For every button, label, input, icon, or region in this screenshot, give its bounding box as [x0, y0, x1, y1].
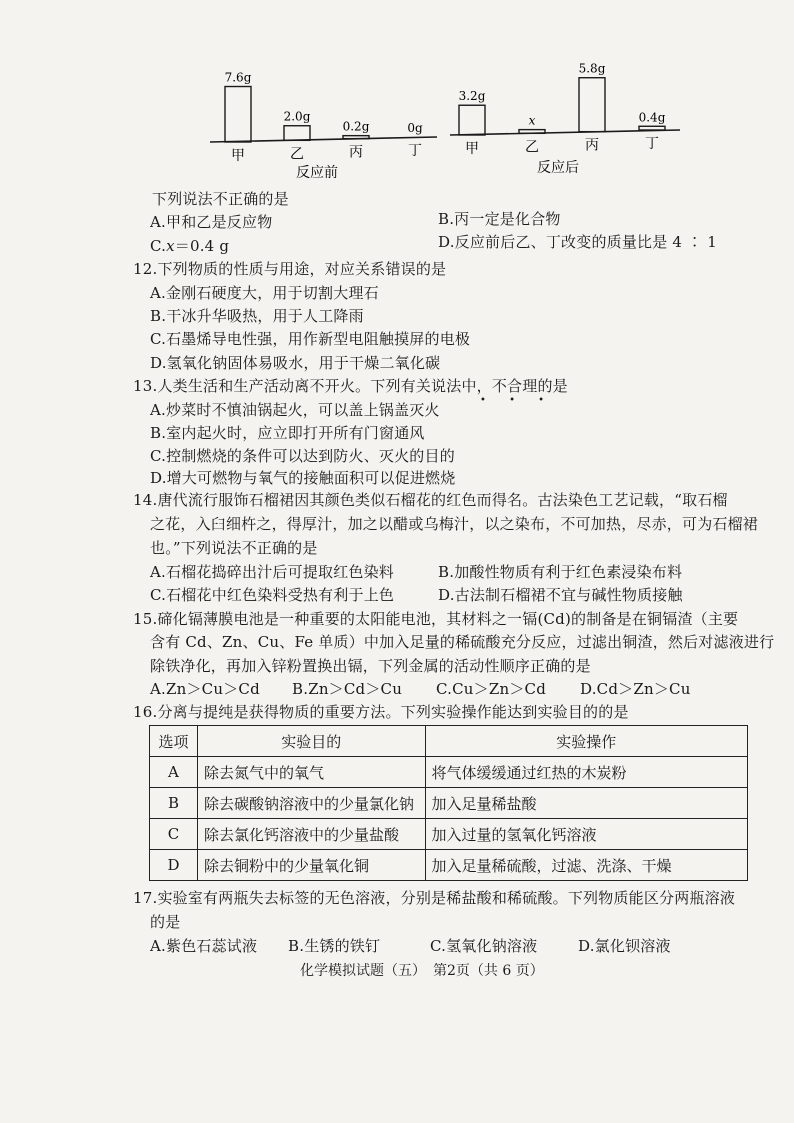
chart-after-value-label: 0.4g	[638, 110, 666, 125]
table-cell-operation: 加入足量稀硫酸，过滤、洗涤、干燥	[425, 850, 747, 881]
q17-line-1: 17.实验室有两瓶失去标签的无色溶液，分别是稀盐酸和稀硫酸。下列物质能区分两瓶溶液	[133, 889, 736, 907]
q11-option-a: A.甲和乙是反应物	[150, 213, 273, 231]
q11-stem: 下列说法不正确的是	[152, 190, 289, 208]
q15-line-3: 除铁净化，再加入锌粉置换出镉，下列金属的活动性顺序正确的是	[150, 657, 591, 675]
q14-option-b: B.加酸性物质有利于红色素浸染布料	[438, 563, 683, 581]
chart-after-category-label: 丙	[585, 137, 599, 154]
q11-option-b: B.丙一定是化合物	[438, 210, 561, 228]
chart-before-value-label: 0.2g	[342, 119, 370, 134]
q15-line-1: 15.碲化镉薄膜电池是一种重要的太阳能电池，其材料之一镉(Cd)的制备是在铜镉渣（主要	[133, 610, 739, 628]
chart-before-bar	[225, 87, 251, 142]
q17-option-a: A.紫色石蕊试液	[150, 937, 258, 955]
q13-option-c: C.控制燃烧的条件可以达到防火、灭火的目的	[150, 447, 455, 465]
q15-line-2: 含有 Cd、Zn、Cu、Fe 单质）中加入足量的稀硫酸充分反应，过滤出铜渣，然后对滤液进行	[150, 633, 775, 651]
table-cell-purpose: 除去氮气中的氧气	[197, 757, 425, 788]
chart-after-value-label: 5.8g	[578, 61, 606, 76]
q13-option-d: D.增大可燃物与氧气的接触面积可以促进燃烧	[150, 469, 456, 487]
chart-after-category-label: 丁	[645, 136, 659, 152]
table-row	[150, 788, 748, 819]
chart-after-value-label: x	[528, 113, 536, 128]
q14-option-d: D.古法制石榴裙不宜与碱性物质接触	[438, 586, 683, 604]
table-cell-purpose: 除去碳酸钠溶液中的少量氯化钠	[197, 788, 425, 819]
q13-option-a: A.炒菜时不慎油锅起火，可以盖上锅盖灭火	[150, 401, 440, 419]
chart-before-caption: 反应前	[296, 165, 338, 181]
table-cell-option: D	[150, 850, 198, 881]
q13-option-b: B.室内起火时，应立即打开所有门窗通风	[150, 424, 425, 442]
chart-before-category-label: 甲	[231, 148, 245, 164]
table-header-row	[150, 726, 748, 757]
page-footer: 化学模拟试题（五） 第2页（共 6 页）	[300, 963, 544, 979]
experiment-table	[149, 725, 748, 881]
table-row	[150, 850, 748, 881]
chart-after-bar	[579, 78, 605, 132]
table-cell-option: B	[150, 788, 198, 819]
table-cell-purpose: 除去铜粉中的少量氧化铜	[197, 850, 425, 881]
emphasis-dots: • • •	[480, 395, 555, 406]
chart-before-category-label: 丁	[408, 143, 422, 159]
q11-option-c: C.𝑥＝0.4 g	[150, 237, 230, 255]
q15-option-a: A.Zn＞Cu＞Cd	[150, 680, 260, 698]
q17-option-b: B.生锈的铁钉	[288, 937, 381, 955]
chart-after-caption: 反应后	[537, 160, 579, 176]
q15-option-b: B.Zn＞Cd＞Cu	[292, 680, 403, 698]
q12-option-d: D.氢氧化钠固体易吸水，用于干燥二氧化碳	[150, 354, 441, 372]
chart-after-category-label: 甲	[465, 141, 479, 157]
chart-before-baseline	[210, 137, 437, 142]
q17-option-d: D.氯化钡溶液	[578, 937, 671, 955]
chart-before-value-label: 7.6g	[224, 70, 252, 85]
q14-line-3: 也。”下列说法不正确的是	[150, 539, 318, 557]
q14-line-2: 之花，入臼细杵之，得厚汁，加之以醋或乌梅汁，以之染布，不可加热，尽赤，可为石榴裙	[150, 515, 759, 533]
chart-after-category-label: 乙	[525, 139, 539, 156]
chart-after-value-label: 3.2g	[458, 89, 486, 104]
chart-before-value-label: 0g	[407, 121, 423, 135]
q12-stem: 12.下列物质的性质与用途，对应关系错误的是	[133, 260, 447, 278]
table-cell-option: C	[150, 819, 198, 850]
q13-stem-text: 13.人类生活和生产活动离不开火。下列有关说法中，不合理的是	[133, 377, 568, 395]
table-row	[150, 819, 748, 850]
chart-before-bar	[284, 126, 310, 141]
chart-before-category-label: 乙	[290, 146, 304, 163]
q15-option-d: D.Cd＞Zn＞Cu	[580, 680, 691, 698]
table-header-option: 选项	[150, 726, 198, 757]
table-row	[150, 757, 748, 788]
chart-after	[448, 60, 688, 185]
chart-after-bar	[639, 126, 665, 130]
q14-option-a: A.石榴花捣碎出汁后可提取红色染料	[150, 563, 395, 581]
chart-after-bar	[459, 105, 485, 135]
table-header-operation: 实验操作	[425, 726, 747, 757]
table-cell-purpose: 除去氯化钙溶液中的少量盐酸	[197, 819, 425, 850]
table-cell-operation: 将气体缓缓通过红热的木炭粉	[425, 757, 747, 788]
q11-option-d: D.反应前后乙、丁改变的质量比是 4 ∶ 1	[438, 233, 718, 251]
table-cell-operation: 加入足量稀盐酸	[425, 788, 747, 819]
q14-line-1: 14.唐代流行服饰石榴裙因其颜色类似石榴花的红色而得名。古法染色工艺记载，“取石榴	[133, 491, 728, 509]
chart-before	[205, 60, 445, 185]
table-cell-operation: 加入过量的氢氧化钙溶液	[425, 819, 747, 850]
q16-stem: 16.分离与提纯是获得物质的重要方法。下列实验操作能达到实验目的的是	[133, 703, 629, 721]
q17-line-2: 的是	[150, 913, 181, 931]
q12-option-a: A.金刚石硬度大，用于切割大理石	[150, 284, 379, 302]
q14-option-c: C.石榴花中红色染料受热有利于上色	[150, 586, 395, 604]
q13-stem	[133, 376, 568, 396]
q12-option-c: C.石墨烯导电性强，用作新型电阻触摸屏的电极	[150, 330, 471, 348]
table-header-purpose: 实验目的	[197, 726, 425, 757]
chart-before-value-label: 2.0g	[283, 109, 311, 124]
table-cell-option: A	[150, 757, 198, 788]
q17-option-c: C.氢氧化钠溶液	[430, 937, 538, 955]
q12-option-b: B.干冰升华吸热，用于人工降雨	[150, 307, 364, 325]
chart-before-category-label: 丙	[349, 144, 363, 161]
q15-option-c: C.Cu＞Zn＞Cd	[436, 680, 547, 698]
